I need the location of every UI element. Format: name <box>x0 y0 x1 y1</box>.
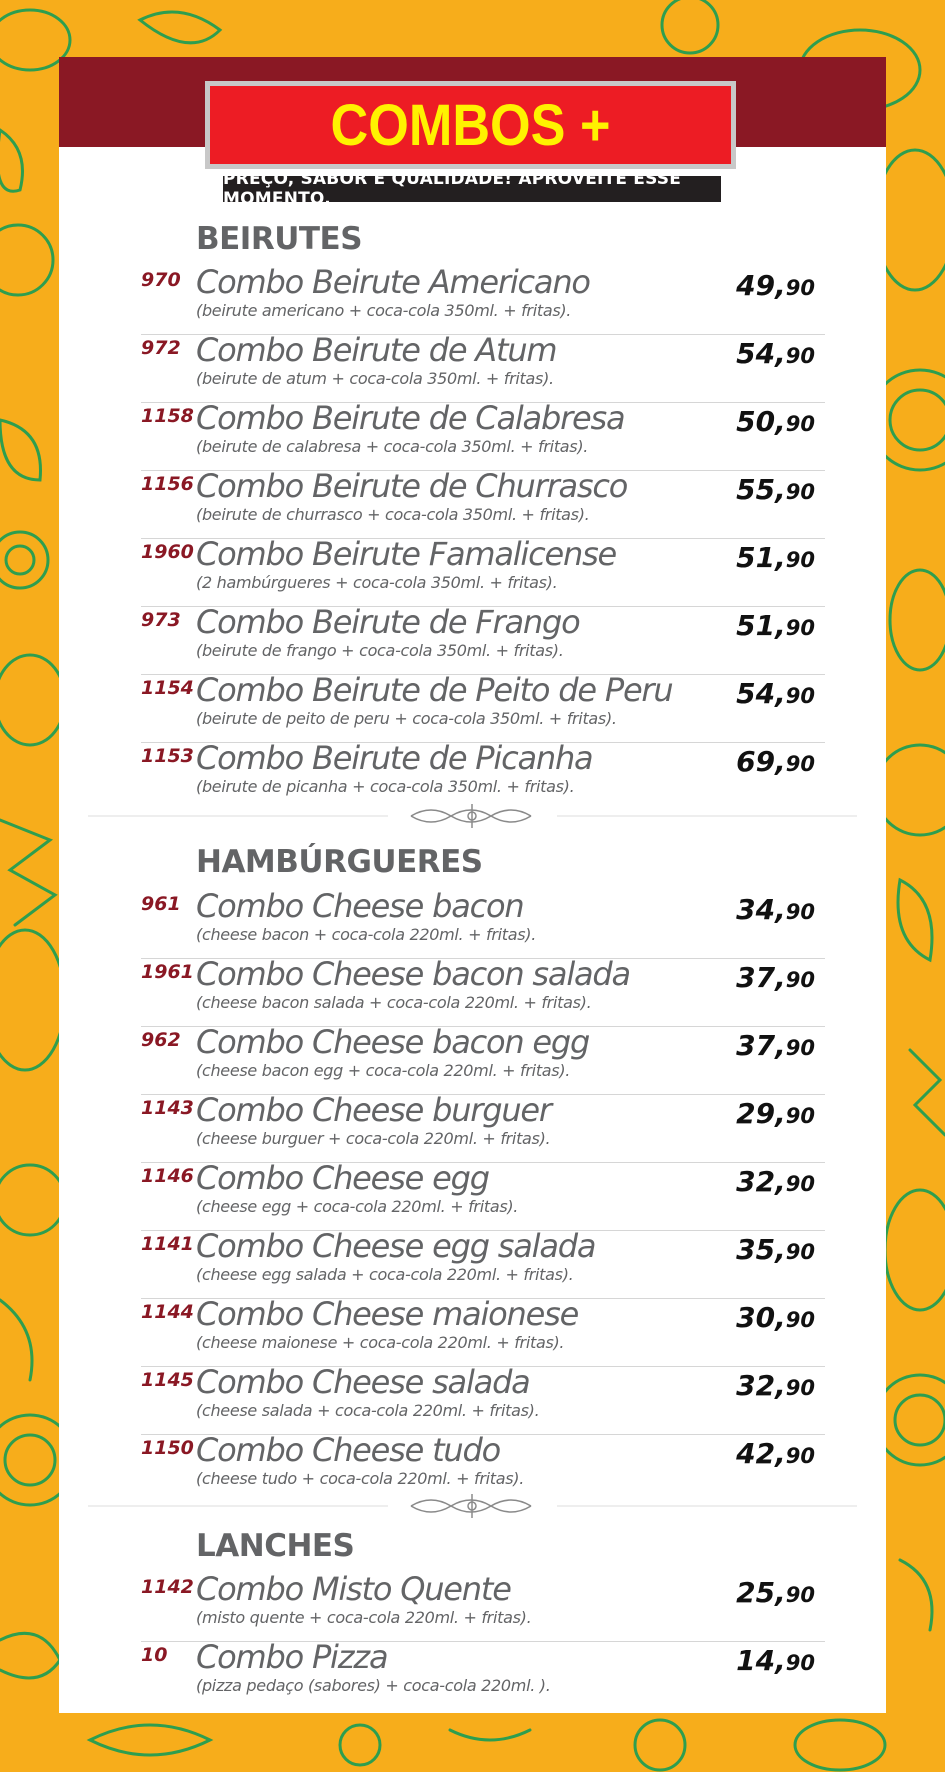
item-code: 1146 <box>141 1165 194 1187</box>
item-price: 34,90 <box>736 893 815 926</box>
item-description: (misto quente + coca-cola 220ml. + fritas). <box>196 1608 532 1627</box>
item-price: 54,90 <box>736 677 815 710</box>
menu-item <box>141 263 825 335</box>
item-name: Combo Cheese burguer <box>196 1091 551 1129</box>
item-description: (cheese bacon + coca-cola 220ml. + fritas). <box>196 925 537 944</box>
item-description: (beirute de calabresa + coca-cola 350ml. + fritas). <box>196 437 589 456</box>
ornament-divider <box>88 1491 857 1521</box>
item-code: 961 <box>141 893 181 915</box>
section-lanches-list <box>59 1570 886 1709</box>
item-description: (beirute de frango + coca-cola 350ml. + fritas). <box>196 641 564 660</box>
item-description: (cheese bacon egg + coca-cola 220ml. + fritas). <box>196 1061 571 1080</box>
item-description: (beirute americano + coca-cola 350ml. + fritas). <box>196 301 572 320</box>
item-description: (cheese salada + coca-cola 220ml. + fritas). <box>196 1401 540 1420</box>
item-description: (cheese egg + coca-cola 220ml. + fritas). <box>196 1197 519 1216</box>
menu-item <box>141 1159 825 1231</box>
item-code: 1156 <box>141 473 194 495</box>
item-name: Combo Cheese bacon salada <box>196 955 630 993</box>
item-name: Combo Beirute Famalicense <box>196 535 617 573</box>
item-name: Combo Beirute de Frango <box>196 603 580 641</box>
menu-item <box>141 1638 825 1709</box>
item-price: 51,90 <box>736 541 815 574</box>
menu-card <box>59 57 886 1713</box>
item-price: 14,90 <box>736 1644 815 1677</box>
item-description: (pizza pedaço (sabores) + coca-cola 220ml. ). <box>196 1676 551 1695</box>
item-code: 1143 <box>141 1097 194 1119</box>
item-price: 25,90 <box>736 1576 815 1609</box>
item-price: 37,90 <box>736 961 815 994</box>
menu-item <box>141 467 825 539</box>
menu-item <box>141 1363 825 1435</box>
item-description: (beirute de peito de peru + coca-cola 350ml. + fritas). <box>196 709 617 728</box>
item-description: (cheese maionese + coca-cola 220ml. + fritas). <box>196 1333 565 1352</box>
item-price: 37,90 <box>736 1029 815 1062</box>
item-description: (cheese burguer + coca-cola 220ml. + fritas). <box>196 1129 551 1148</box>
menu-item <box>141 1227 825 1299</box>
item-name: Combo Beirute Americano <box>196 263 590 301</box>
item-name: Combo Beirute de Peito de Peru <box>196 671 673 709</box>
menu-item <box>141 1091 825 1163</box>
ornament-divider <box>88 801 857 831</box>
menu-item <box>141 1295 825 1367</box>
item-code: 1142 <box>141 1576 194 1598</box>
menu-item <box>141 1023 825 1095</box>
item-price: 35,90 <box>736 1233 815 1266</box>
item-price: 32,90 <box>736 1369 815 1402</box>
item-description: (beirute de churrasco + coca-cola 350ml. + fritas). <box>196 505 590 524</box>
item-price: 69,90 <box>736 745 815 778</box>
item-code: 1154 <box>141 677 194 699</box>
menu-item <box>141 955 825 1027</box>
item-name: Combo Cheese bacon egg <box>196 1023 590 1061</box>
title-box <box>205 81 736 169</box>
menu-item <box>141 1570 825 1642</box>
item-name: Combo Cheese bacon <box>196 887 524 925</box>
item-name: Combo Beirute de Atum <box>196 331 557 369</box>
item-name: Combo Cheese salada <box>196 1363 530 1401</box>
section-title-lanches: LANCHES <box>196 1528 355 1564</box>
section-title-hamburgueres: HAMBÚRGUERES <box>196 844 483 880</box>
item-code: 1144 <box>141 1301 194 1323</box>
item-description: (cheese tudo + coca-cola 220ml. + fritas). <box>196 1469 524 1488</box>
item-description: (cheese egg salada + coca-cola 220ml. + fritas). <box>196 1265 574 1284</box>
item-code: 1150 <box>141 1437 194 1459</box>
section-title-beirutes: BEIRUTES <box>196 221 363 257</box>
item-code: 1145 <box>141 1369 194 1391</box>
menu-item <box>141 671 825 743</box>
item-description: (beirute de picanha + coca-cola 350ml. + fritas). <box>196 777 575 796</box>
item-code: 973 <box>141 609 181 631</box>
menu-item <box>141 739 825 810</box>
section-hamburgueres-list <box>59 887 886 1502</box>
item-code: 972 <box>141 337 181 359</box>
item-price: 51,90 <box>736 609 815 642</box>
item-code: 970 <box>141 269 181 291</box>
item-price: 50,90 <box>736 405 815 438</box>
item-price: 42,90 <box>736 1437 815 1470</box>
item-name: Combo Cheese maionese <box>196 1295 579 1333</box>
item-name: Combo Beirute de Calabresa <box>196 399 625 437</box>
item-price: 32,90 <box>736 1165 815 1198</box>
menu-item <box>141 399 825 471</box>
item-description: (beirute de atum + coca-cola 350ml. + fritas). <box>196 369 554 388</box>
item-price: 29,90 <box>736 1097 815 1130</box>
item-code: 1158 <box>141 405 194 427</box>
menu-item <box>141 535 825 607</box>
item-price: 54,90 <box>736 337 815 370</box>
item-price: 30,90 <box>736 1301 815 1334</box>
menu-item <box>141 603 825 675</box>
menu-item <box>141 887 825 959</box>
item-code: 1961 <box>141 961 194 983</box>
item-code: 1141 <box>141 1233 194 1255</box>
item-name: Combo Cheese tudo <box>196 1431 501 1469</box>
section-beirutes-list <box>59 263 886 810</box>
item-name: Combo Pizza <box>196 1638 388 1676</box>
item-description: (2 hambúrgueres + coca-cola 350ml. + fritas). <box>196 573 558 592</box>
page-subtitle: PREÇO, SABOR E QUALIDADE! APROVEITE ESSE MOMENTO. <box>223 176 721 202</box>
item-name: Combo Beirute de Churrasco <box>196 467 628 505</box>
item-name: Combo Beirute de Picanha <box>196 739 593 777</box>
item-code: 1153 <box>141 745 194 767</box>
menu-item <box>141 331 825 403</box>
item-name: Combo Cheese egg <box>196 1159 489 1197</box>
item-name: Combo Misto Quente <box>196 1570 511 1608</box>
item-name: Combo Cheese egg salada <box>196 1227 596 1265</box>
item-code: 10 <box>141 1644 168 1666</box>
item-code: 1960 <box>141 541 194 563</box>
item-description: (cheese bacon salada + coca-cola 220ml. + fritas). <box>196 993 592 1012</box>
page-title: COMBOS + <box>330 92 611 158</box>
item-price: 55,90 <box>736 473 815 506</box>
item-code: 962 <box>141 1029 181 1051</box>
item-price: 49,90 <box>736 269 815 302</box>
